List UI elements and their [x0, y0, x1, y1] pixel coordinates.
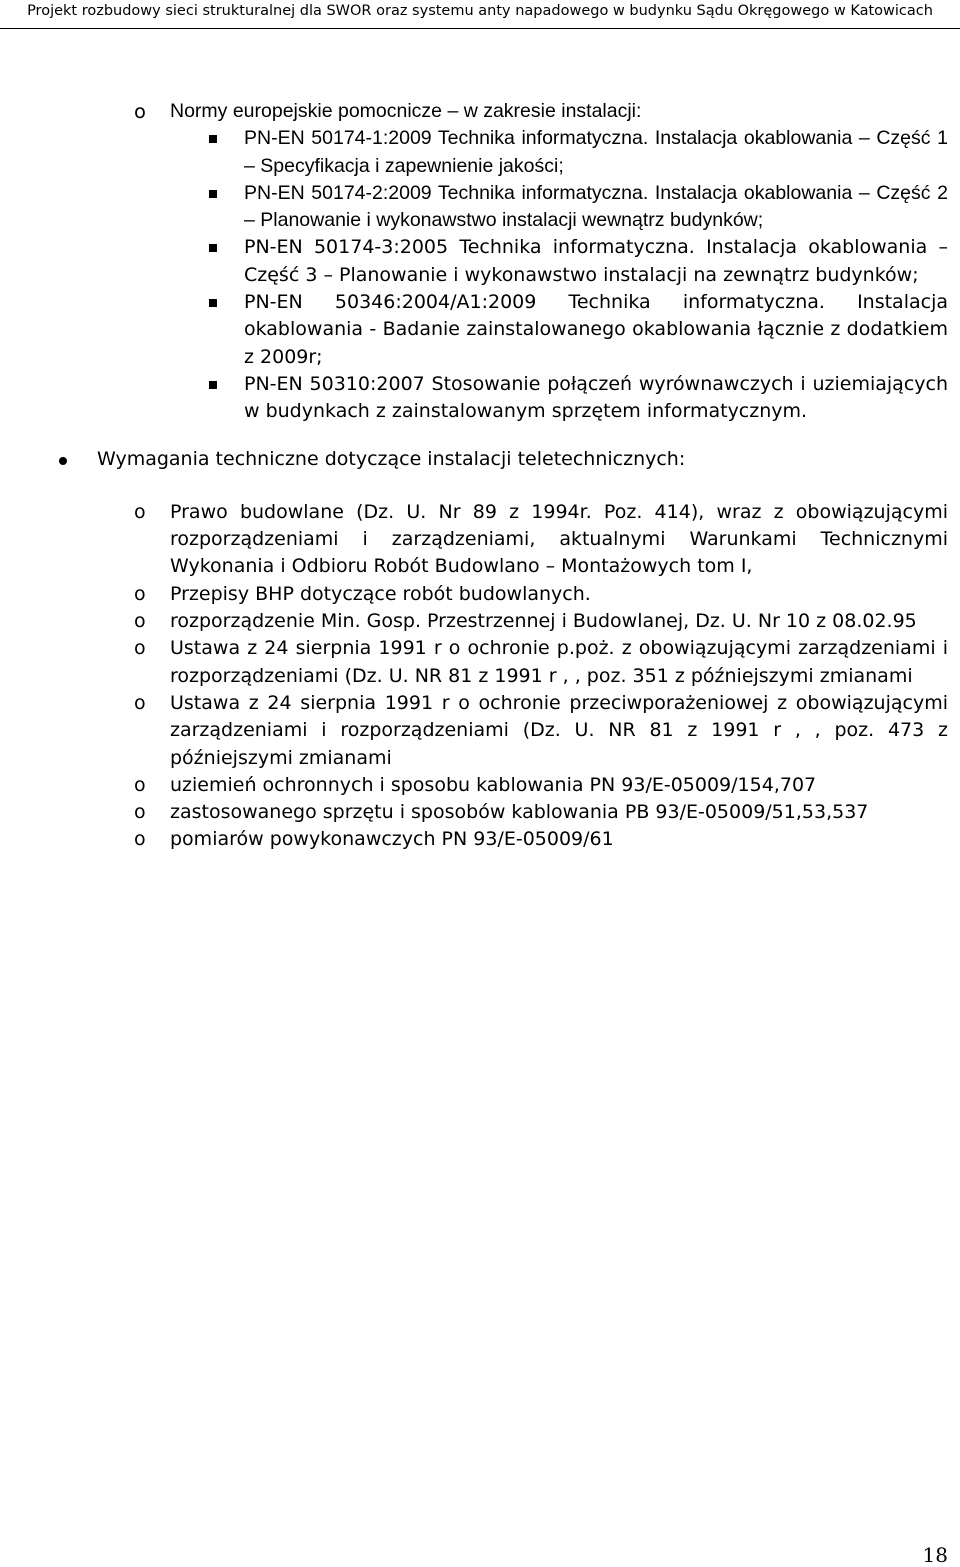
- requirements-title: Wymagania techniczne dotyczące instalacji teletechnicznych:: [97, 447, 686, 470]
- list-item-req-8: [0, 826, 960, 853]
- square-bullet-icon: [209, 135, 217, 143]
- requirement-text: rozporządzenie Min. Gosp. Przestrzennej i Budowlanej, Dz. U. Nr 10 z 08.02.95: [170, 610, 917, 633]
- list-item-req-1: [0, 499, 960, 581]
- requirement-text: pomiarów powykonawczych PN 93/E-05009/61: [170, 828, 614, 851]
- norm-text: PN-EN 50174-3:2005 Technika informatyczna. Instalacja okablowania – Część 3 – Planowanie i wykonawstwo instalacji na zewnątrz budynków;: [244, 236, 948, 286]
- page-number: 18: [922, 1543, 948, 1567]
- norm-text: PN-EN 50174-2:2009 Technika informatyczna. Instalacja okablowania – Część 2 – Planowanie i wykonawstwo instalacji wewnątrz budynków;: [244, 181, 948, 232]
- requirement-text: Prawo budowlane (Dz. U. Nr 89 z 1994r. Poz. 414), wraz z obowiązującymi rozporządzeniami i zarządzeniami, aktualnymi Warunkami Technicznymi Wykonania i Odbioru Robót Budowlano – Montażowych tom I,: [170, 500, 948, 578]
- list-item-norm-5: [0, 371, 960, 426]
- list-item-req-5: [0, 690, 960, 772]
- list-item-norm-4: [0, 289, 960, 371]
- list-item-req-7: [0, 799, 960, 826]
- requirement-text: uziemień ochronnych i sposobu kablowania PN 93/E-05009/154,707: [170, 773, 817, 796]
- circle-bullet-icon: o: [134, 691, 146, 714]
- requirement-text: Przepisy BHP dotyczące robót budowlanych.: [170, 582, 591, 605]
- circle-bullet-icon: o: [134, 100, 146, 123]
- square-bullet-icon: [209, 381, 217, 389]
- norm-text: PN-EN 50310:2007 Stosowanie połączeń wyrównawczych i uziemiających w budynkach z zainstalowanym sprzętem informatycznym.: [244, 372, 948, 423]
- header-title: Projekt rozbudowy sieci strukturalnej dla SWOR oraz systemu anty napadowego w budynku Sądu Okręgowego w Katowicach: [27, 3, 933, 19]
- circle-bullet-icon: o: [134, 637, 146, 660]
- list-item-requirements-title: [0, 446, 960, 473]
- requirement-text: Ustawa z 24 sierpnia 1991 r o ochronie p.poż. z obowiązującymi zarządzeniami i rozporządzeniami (Dz. U. NR 81 z 1991 r , , poz. 351 z późniejszymi zmianami: [170, 637, 948, 687]
- circle-bullet-icon: o: [134, 773, 146, 796]
- circle-bullet-icon: o: [134, 582, 146, 605]
- round-bullet-icon: [59, 457, 67, 465]
- norms-title: Normy europejskie pomocnicze – w zakresie instalacji:: [170, 100, 642, 122]
- list-item-req-2: [0, 581, 960, 608]
- requirement-text: Ustawa z 24 sierpnia 1991 r o ochronie przeciwporażeniowej z obowiązującymi zarządzeniami i rozporządzeniami (Dz. U. NR 81 z 1991 r , , poz. 473 z późniejszymi zmianami: [170, 691, 948, 769]
- list-item-norm-2: [0, 180, 960, 235]
- list-item-norm-3: [0, 234, 960, 289]
- list-item-norms-title: [0, 98, 960, 125]
- square-bullet-icon: [209, 299, 217, 307]
- circle-bullet-icon: o: [134, 500, 146, 523]
- norm-text: PN-EN 50174-1:2009 Technika informatyczna. Instalacja okablowania – Część 1 – Specyfikacja i zapewnienie jakości;: [244, 127, 948, 177]
- requirement-text: zastosowanego sprzętu i sposobów kablowania PB 93/E-05009/51,53,537: [170, 801, 869, 824]
- circle-bullet-icon: o: [134, 801, 146, 824]
- list-item-req-3: [0, 608, 960, 635]
- square-bullet-icon: [209, 244, 217, 252]
- list-item-norm-1: [0, 125, 960, 180]
- circle-bullet-icon: o: [134, 828, 146, 851]
- norm-text: PN-EN 50346:2004/A1:2009 Technika informatyczna. Instalacja okablowania - Badanie zainstalowanego okablowania łącznie z dodatkiem z 2009r;: [244, 291, 948, 368]
- list-item-req-6: [0, 772, 960, 799]
- document-body: [0, 98, 960, 854]
- page-header: [0, 0, 960, 29]
- list-item-req-4: [0, 635, 960, 690]
- circle-bullet-icon: o: [134, 610, 146, 633]
- square-bullet-icon: [209, 190, 217, 198]
